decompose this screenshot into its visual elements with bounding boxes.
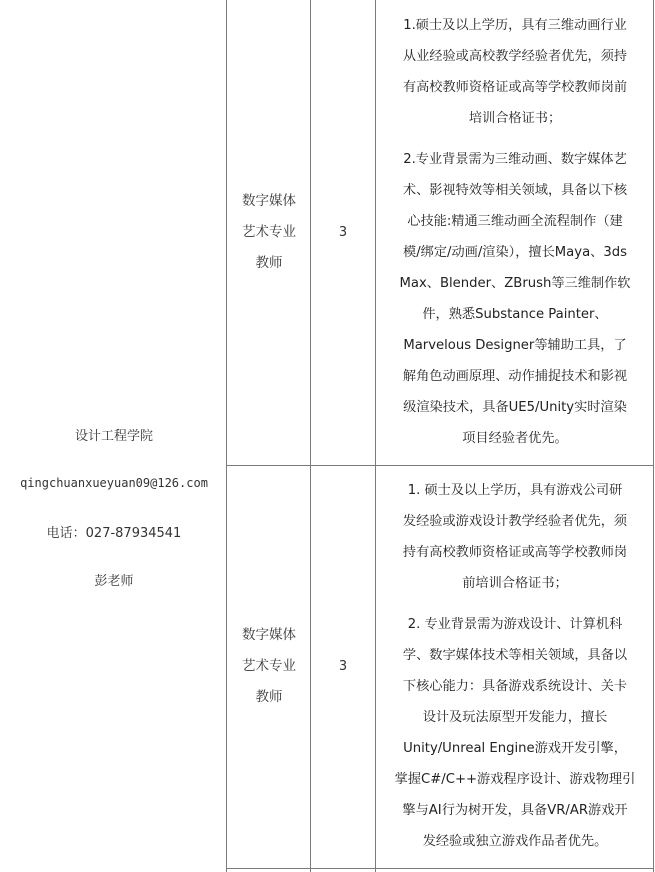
position-line: 艺术专业: [242, 658, 296, 674]
requirement-line: 持有高校教师资格证或高等学校教师岗: [402, 545, 628, 560]
requirement-line: 学、数字媒体技术等相关领域，具备以: [402, 648, 628, 663]
column-divider: [310, 0, 311, 872]
department-email: qingchuanxueyuan09@126.com: [20, 476, 208, 490]
requirement-line: 解角色动画原理、动作捕捉技术和影视: [402, 369, 628, 384]
requirement-line: 培训合格证书；: [468, 111, 562, 126]
requirement-line: 前培训合格证书；: [462, 576, 568, 591]
requirement-line: Unity/Unreal Engine游戏开发引擎，: [403, 741, 627, 756]
department-contact: 彭老师: [94, 574, 134, 589]
requirement-line: 从业经验或高校教学经验者优先，须持: [402, 49, 628, 64]
requirement-line: 1. 硕士及以上学历，具有游戏公司研: [407, 483, 623, 498]
requirement-line: 术、影视特效等相关领域，具备以下核: [402, 183, 628, 198]
headcount: 3: [338, 659, 348, 674]
column-divider: [226, 0, 227, 872]
position-line: 数字媒体: [242, 627, 296, 643]
requirement-line: Max、Blender、ZBrush等三维制作软: [399, 276, 631, 291]
requirement-line: 1.硕士及以上学历，具有三维动画行业: [403, 18, 627, 33]
requirement-line: 级渲染技术，具备UE5/Unity实时渲染: [403, 400, 627, 415]
requirements-cell: [377, 10, 653, 454]
position-line: 艺术专业: [242, 224, 296, 240]
position-line: 数字媒体: [242, 193, 296, 209]
requirement-line: 2.专业背景需为三维动画、数字媒体艺: [403, 152, 627, 167]
requirement-line: 有高校教师资格证或高等学校教师岗前: [402, 80, 628, 95]
requirement-line: 模/绑定/动画/渲染），擅长Maya、3ds: [403, 245, 627, 260]
row-divider: [226, 868, 653, 869]
requirement-line: 件，熟悉Substance Painter、: [422, 307, 608, 322]
department-name: 设计工程学院: [74, 429, 153, 444]
department-phone: 电话：027-87934541: [46, 526, 182, 541]
column-divider: [653, 0, 654, 872]
requirement-line: Marvelous Designer等辅助工具，了: [403, 338, 627, 353]
position-line: 教师: [255, 689, 283, 705]
requirement-line: 心技能:精通三维动画全流程制作（建: [407, 214, 623, 229]
requirement-line: 发经验或独立游戏作品者优先。: [422, 834, 608, 849]
requirements-cell: [377, 475, 653, 857]
row-divider: [226, 465, 653, 466]
headcount: 3: [338, 225, 348, 240]
position-cell: [228, 186, 310, 279]
requirement-line: 2. 专业背景需为游戏设计、计算机科: [407, 617, 623, 632]
position-cell: [228, 620, 310, 713]
column-divider: [375, 0, 376, 872]
requirement-line: 下核心能力：具备游戏系统设计、关卡: [402, 679, 628, 694]
position-line: 教师: [255, 255, 283, 271]
requirement-line: 发经验或游戏设计教学经验者优先，须: [402, 514, 628, 529]
requirement-line: 掌握C#/C++游戏程序设计、游戏物理引: [394, 772, 636, 787]
requirement-line: 设计及玩法原型开发能力，擅长: [422, 710, 608, 725]
requirement-line: 项目经验者优先。: [462, 431, 568, 446]
requirement-line: 擎与AI行为树开发，具备VR/AR游戏开: [402, 803, 628, 818]
